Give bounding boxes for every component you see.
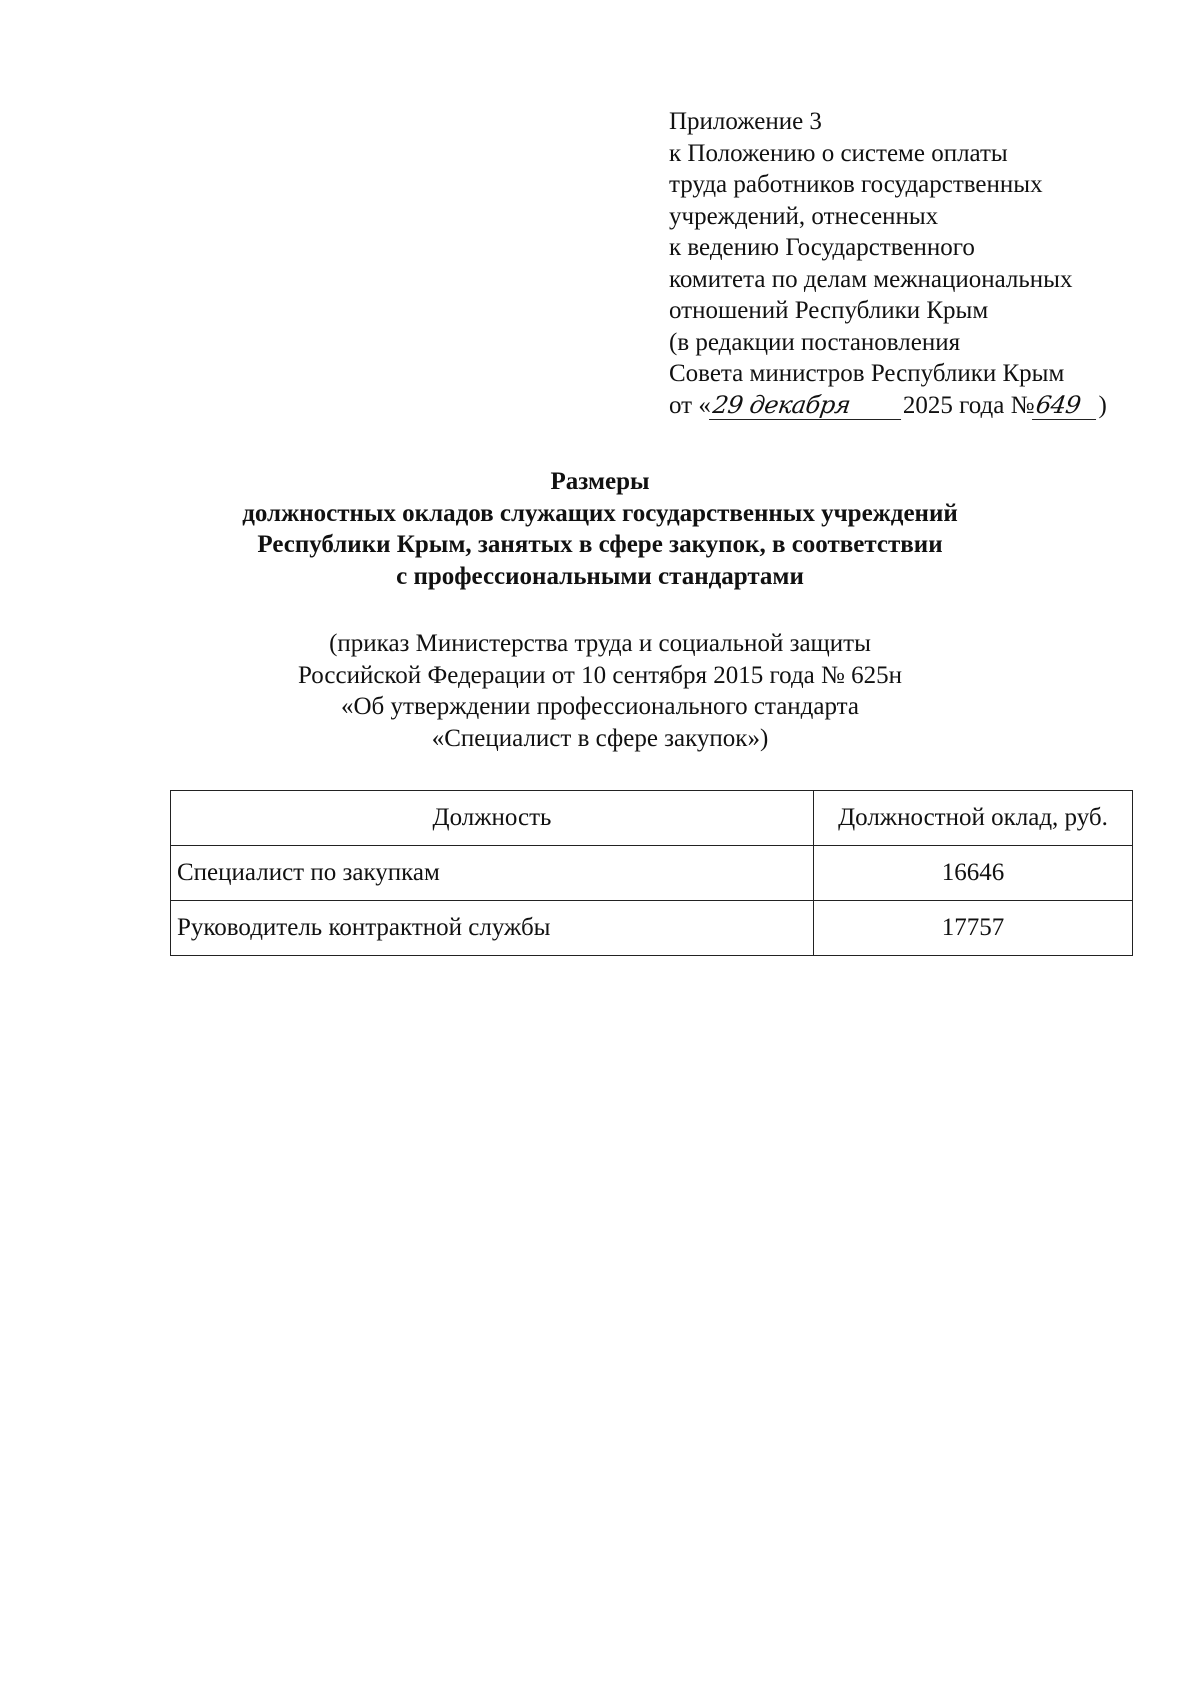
- appendix-line: учреждений, отнесенных: [669, 202, 939, 230]
- table-row: [171, 901, 1133, 956]
- salary-table: [170, 790, 1133, 956]
- appendix-line: отношений Республики Крым: [669, 297, 989, 324]
- header-position: Должность: [171, 791, 814, 846]
- order-line: (приказ Министерства труда и социальной защиты: [329, 630, 871, 657]
- appendix-line: (в редакции постановления: [669, 328, 961, 356]
- title-line: с профессиональными стандартами: [396, 562, 804, 590]
- closing-paren: ): [1098, 391, 1107, 419]
- order-line: Российской Федерации от 10 сентября 2015 года № 625н: [297, 661, 903, 689]
- appendix-line: Совета министров Республики Крым: [669, 360, 1065, 387]
- order-line: «Специалист в сфере закупок»): [431, 724, 769, 752]
- cell-salary: 16646: [814, 846, 1133, 901]
- appendix-line: к Положению о системе оплаты: [669, 139, 1008, 167]
- appendix-line: Приложение 3: [669, 108, 822, 135]
- handwritten-number: 649: [1032, 391, 1100, 420]
- cell-position: Специалист по закупкам: [171, 846, 814, 901]
- appendix-line: комитета по делам межнациональных: [669, 265, 1073, 293]
- cell-position: Руководитель контрактной службы: [171, 901, 814, 956]
- title-line: Республики Крым, занятых в сфере закупок, в соответствии: [257, 531, 943, 558]
- appendix-header: [669, 106, 1169, 421]
- order-reference: [0, 628, 1200, 754]
- appendix-date-line: [669, 390, 1169, 422]
- cell-salary: 17757: [814, 901, 1133, 956]
- table-header-row: [171, 791, 1133, 846]
- title-line: Размеры: [550, 468, 650, 495]
- table-row: [171, 846, 1133, 901]
- header-salary: Должностной оклад, руб.: [814, 791, 1133, 846]
- title-line: должностных окладов служащих государственных учреждений: [242, 499, 958, 527]
- order-line: «Об утверждении профессионального стандарта: [341, 693, 859, 720]
- appendix-line: труда работников государственных: [669, 171, 1043, 198]
- appendix-line: к ведению Государственного: [669, 234, 975, 261]
- date-prefix: от «: [669, 391, 711, 419]
- date-suffix: 2025 года №: [902, 391, 1035, 419]
- handwritten-date: 29 декабря: [709, 391, 905, 420]
- document-title: [0, 466, 1200, 592]
